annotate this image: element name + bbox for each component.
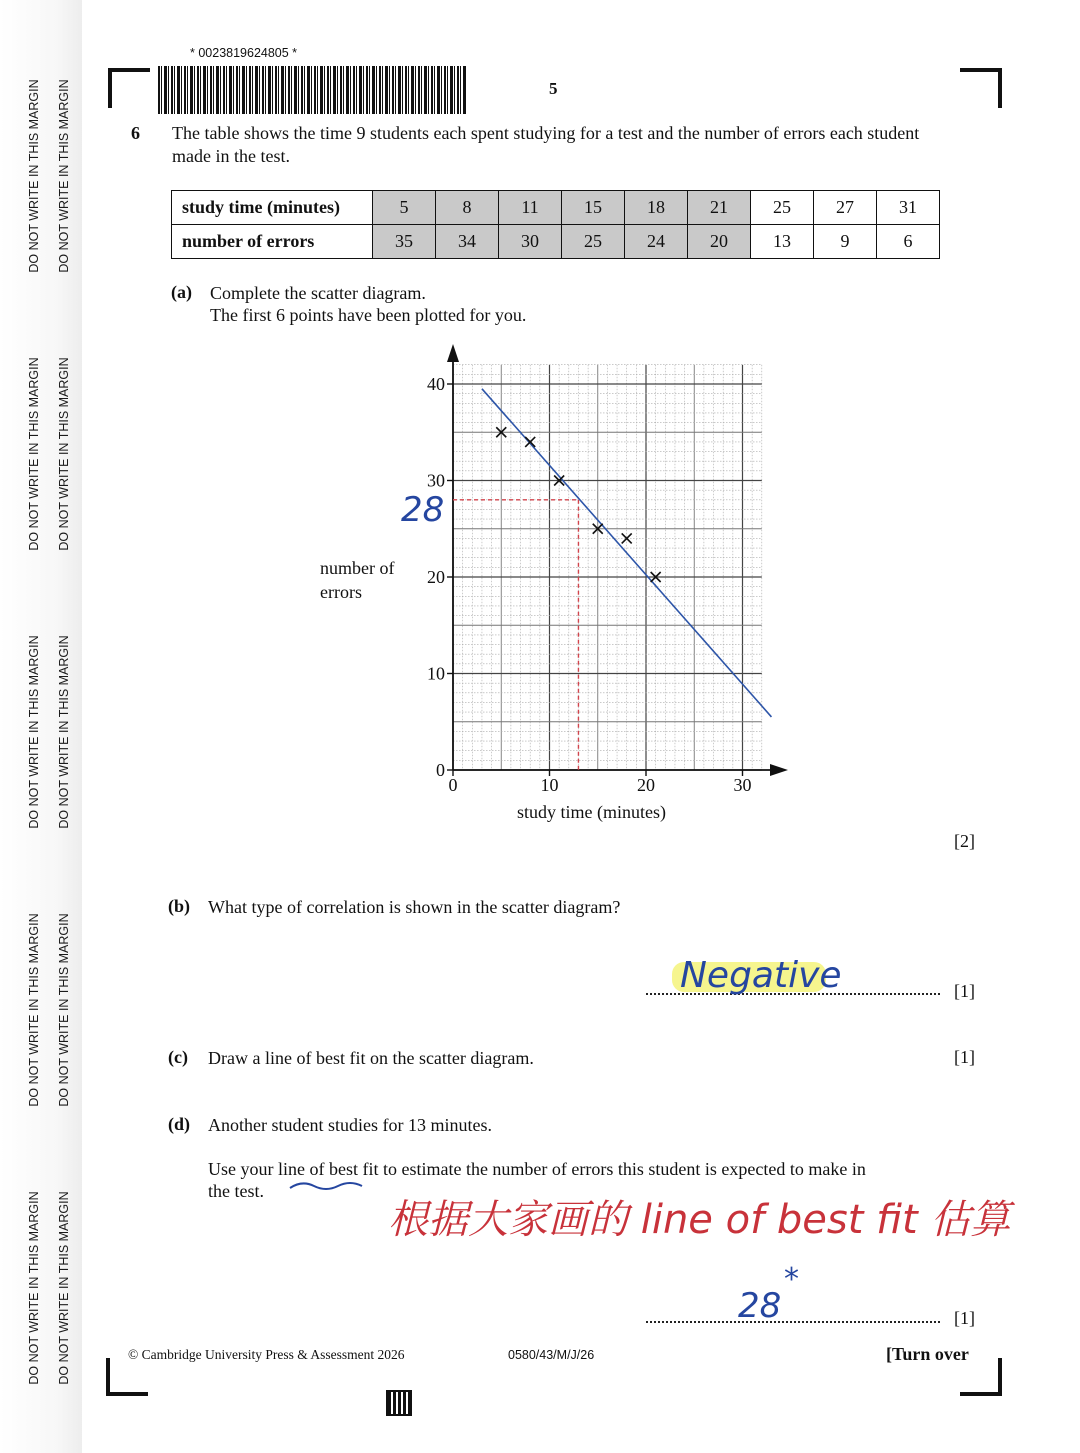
turn-over: [Turn over bbox=[886, 1344, 969, 1364]
margin-warning: DO NOT WRITE IN THIS MARGIN bbox=[27, 635, 41, 829]
handwritten-note: 根据大家画的 line of best fit 估算 bbox=[388, 1197, 1011, 1243]
table-cell: 31 bbox=[877, 191, 940, 225]
x-axis-arrow bbox=[770, 764, 788, 776]
answer-star: * bbox=[784, 1262, 799, 1297]
margin-warning: DO NOT WRITE IN THIS MARGIN bbox=[27, 1191, 41, 1385]
chart-grid bbox=[453, 365, 762, 770]
part-d-answer: 28 bbox=[738, 1286, 782, 1326]
part-a-marks: [2] bbox=[954, 831, 975, 851]
y-axis-arrow bbox=[447, 344, 459, 362]
part-b-answer: Negative bbox=[680, 955, 842, 996]
margin-warning: DO NOT WRITE IN THIS MARGIN bbox=[27, 79, 41, 273]
table-cell: 25 bbox=[751, 191, 814, 225]
qr-code bbox=[386, 1390, 412, 1416]
margin-warning: DO NOT WRITE IN THIS MARGIN bbox=[27, 913, 41, 1107]
copyright: © Cambridge University Press & Assessment 2026 bbox=[128, 1347, 405, 1362]
part-d-marks: [1] bbox=[954, 1308, 975, 1328]
squiggle-underline bbox=[288, 1178, 364, 1196]
x-axis-label: study time (minutes) bbox=[517, 802, 666, 822]
y-tick-label: 30 bbox=[427, 470, 445, 491]
table-cell: 21 bbox=[688, 191, 751, 225]
table-cell: 11 bbox=[499, 191, 562, 225]
table-cell: 13 bbox=[751, 225, 814, 259]
part-b-text: What type of correlation is shown in the scatter diagram? bbox=[208, 897, 621, 917]
question-text: The table shows the time 9 students each spent studying for a test and the number of errors each student made in the test. bbox=[172, 123, 920, 166]
part-d-line1: Another student studies for 13 minutes. bbox=[208, 1115, 492, 1135]
chart-axes bbox=[447, 344, 788, 776]
y-tick-label: 10 bbox=[427, 663, 445, 684]
part-a-label: (a) bbox=[171, 282, 192, 302]
table-cell: 24 bbox=[625, 225, 688, 259]
table-row-label: number of errors bbox=[172, 225, 373, 259]
paper-code: 0580/43/M/J/26 bbox=[508, 1348, 595, 1362]
part-a-line1: Complete the scatter diagram. bbox=[210, 283, 426, 303]
margin-warning: DO NOT WRITE IN THIS MARGIN bbox=[57, 1191, 71, 1385]
x-tick-label: 0 bbox=[448, 775, 458, 795]
answer-line-d bbox=[646, 1320, 940, 1323]
table-cell: 18 bbox=[625, 191, 688, 225]
x-tick-label: 30 bbox=[733, 775, 752, 795]
part-d-label: (d) bbox=[168, 1114, 190, 1134]
y-axis-label: number of bbox=[320, 558, 395, 578]
margin-warning: DO NOT WRITE IN THIS MARGIN bbox=[27, 357, 41, 551]
y-tick-label: 0 bbox=[436, 760, 445, 780]
y-tick-label: 20 bbox=[427, 567, 445, 587]
data-point bbox=[525, 437, 535, 447]
part-c-label: (c) bbox=[168, 1047, 188, 1067]
graph-annotation: 28 bbox=[401, 490, 445, 530]
question-number: 6 bbox=[131, 123, 140, 143]
table-cell: 8 bbox=[436, 191, 499, 225]
margin-warning: DO NOT WRITE IN THIS MARGIN bbox=[57, 635, 71, 829]
table-row-label: study time (minutes) bbox=[172, 191, 373, 225]
serial-number: * 0023819624805 * bbox=[190, 46, 298, 60]
chart-ticks bbox=[427, 374, 752, 795]
table-cell: 34 bbox=[436, 225, 499, 259]
margin-warning: DO NOT WRITE IN THIS MARGIN bbox=[57, 79, 71, 273]
part-d-line3: the test. bbox=[208, 1181, 264, 1201]
table-cell: 25 bbox=[562, 225, 625, 259]
table-cell: 35 bbox=[373, 225, 436, 259]
y-axis-label: errors bbox=[320, 582, 362, 602]
table-cell: 27 bbox=[814, 191, 877, 225]
table-cell: 15 bbox=[562, 191, 625, 225]
part-d-line2: Use your line of best fit to estimate the number of errors this student is expected to make in bbox=[208, 1159, 866, 1179]
margin-warning: DO NOT WRITE IN THIS MARGIN bbox=[57, 913, 71, 1107]
part-b-label: (b) bbox=[168, 896, 190, 916]
part-b-marks: [1] bbox=[954, 981, 975, 1001]
part-c-marks: [1] bbox=[954, 1047, 975, 1067]
table-cell: 30 bbox=[499, 225, 562, 259]
table-cell: 5 bbox=[373, 191, 436, 225]
page-number: 5 bbox=[549, 79, 558, 98]
table-cell: 20 bbox=[688, 225, 751, 259]
table-cell: 9 bbox=[814, 225, 877, 259]
x-tick-label: 10 bbox=[540, 775, 559, 795]
part-a-line2: The first 6 points have been plotted for you. bbox=[210, 305, 527, 325]
y-tick-label: 40 bbox=[427, 374, 445, 394]
margin-warning: DO NOT WRITE IN THIS MARGIN bbox=[57, 357, 71, 551]
table-cell: 6 bbox=[877, 225, 940, 259]
x-tick-label: 20 bbox=[637, 775, 655, 795]
part-c-text: Draw a line of best fit on the scatter diagram. bbox=[208, 1048, 534, 1068]
